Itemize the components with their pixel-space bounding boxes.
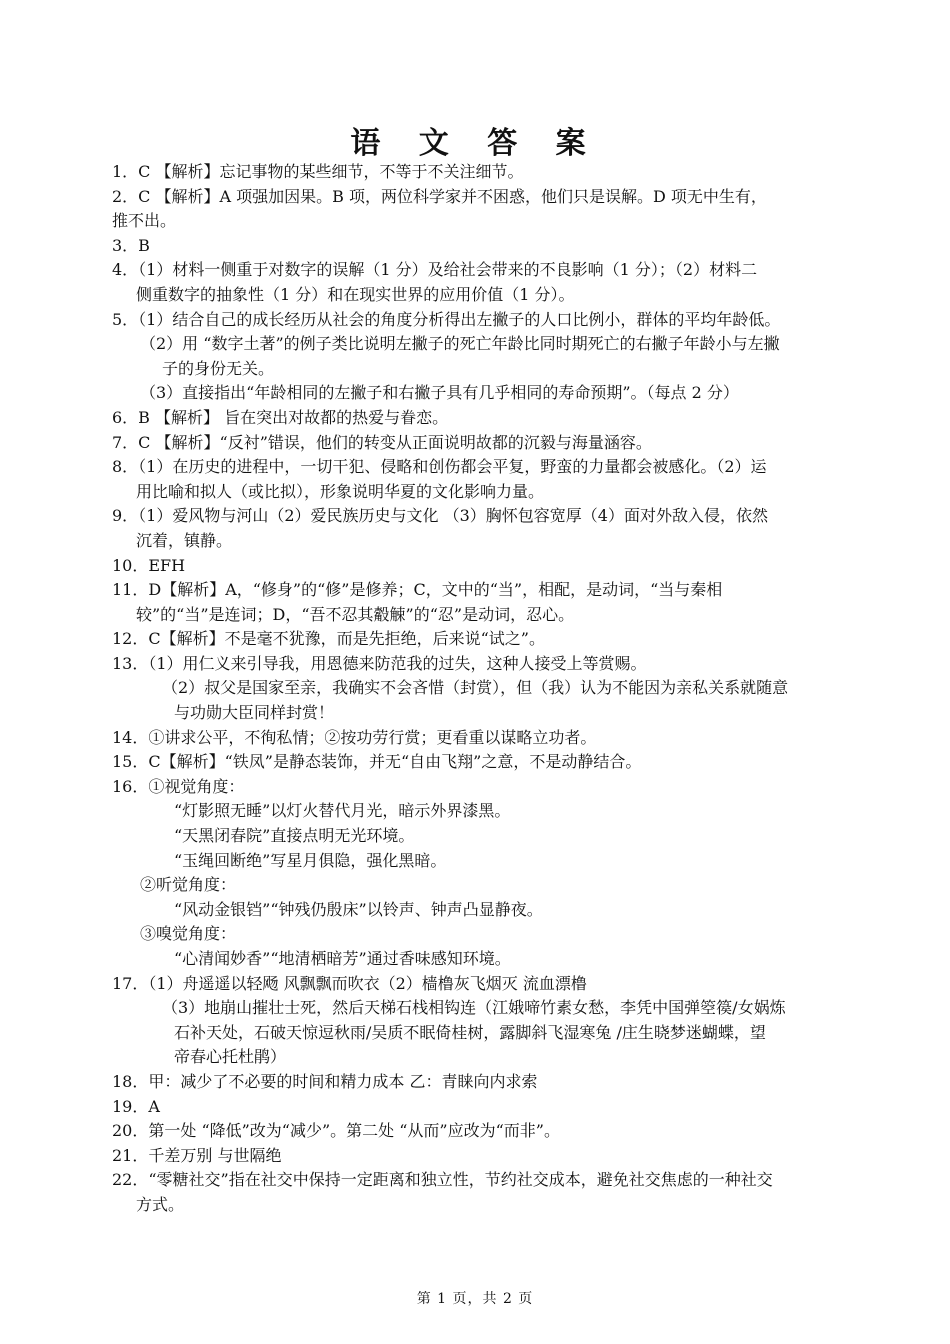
- answer-line: 14．①讲求公平，不徇私情；②按功劳行赏；更看重以谋略立功者。: [112, 727, 597, 747]
- answer-line: 16．①视觉角度：: [112, 776, 245, 796]
- answer-line: “天黑闭春院”直接点明无光环境。: [174, 826, 415, 846]
- page-title: 语 文 答 案: [350, 126, 600, 161]
- answer-line: 21．千差万别 与世隔绝: [112, 1145, 282, 1165]
- answer-line: 10．EFH: [112, 555, 186, 575]
- answer-line: “灯影照无睡”以灯火替代月光，暗示外界漆黑。: [174, 801, 511, 821]
- answer-line: “玉绳回断绝”写星月俱隐，强化黑暗。: [174, 850, 447, 870]
- answer-line: 2．C 【解析】A 项强加因果。B 项，两位科学家并不困惑，他们只是误解。D 项无中生有，: [112, 186, 767, 206]
- answer-line: 15．C【解析】“铁凤”是静态装饰，并无“自由飞翔”之意，不是动静结合。: [112, 752, 642, 772]
- answer-line: “心清闻妙香”“地清栖暗芳”通过香味感知环境。: [174, 949, 511, 968]
- answer-line: 子的身份无关。: [162, 358, 275, 378]
- answer-line: 帝春心托杜鹃）: [174, 1047, 287, 1067]
- answer-line: 12．C【解析】不是毫不犹豫，而是先拒绝，后来说“试之”。: [112, 629, 545, 649]
- answer-line: 9．（1）爱风物与河山（2）爱民族历史与文化 （3）胸怀包容宽厚（4）面对外敌入侵，依然: [112, 506, 768, 526]
- answer-line: 3．B: [112, 235, 150, 255]
- answer-line: 较”的“当”是连词；D，“吾不忍其觳觫”的“忍”是动词，忍心。: [136, 604, 575, 624]
- answer-line: 6．B 【解析】 旨在突出对故都的热爱与眷恋。: [112, 407, 449, 427]
- answer-line: 22．“零糖社交”指在社交中保持一定距离和独立性，节约社交成本，避免社交焦虑的一种社交: [112, 1170, 773, 1190]
- answer-line: 7．C 【解析】“反衬”错误，他们的转变从正面说明故都的沉毅与海量涵容。: [112, 432, 652, 452]
- answer-line: 方式。: [136, 1194, 185, 1214]
- answer-line: 石补天处，石破天惊逗秋雨/吴质不眠倚桂树，露脚斜飞湿寒兔 /庄生晓梦迷蝴蝶，望: [174, 1022, 766, 1042]
- answer-line: 19．A: [112, 1096, 160, 1116]
- answer-line: 沉着，镇静。: [136, 530, 233, 550]
- answer-content: [112, 160, 840, 1218]
- answer-line: 推不出。: [112, 211, 177, 231]
- page-footer: 第 1 页，共 2 页: [416, 1291, 534, 1307]
- answer-line: 1．C 【解析】忘记事物的某些细节，不等于不关注细节。: [112, 162, 524, 181]
- answer-line: 20．第一处 “降低”改为“减少”。第二处 “从而”应改为“而非”。: [112, 1121, 560, 1141]
- answer-line: 18．甲：减少了不必要的时间和精力成本 乙：青睐向内求索: [112, 1071, 538, 1091]
- answer-line: 与功勋大臣同样封赏！: [174, 703, 335, 723]
- answer-line: “风动金银铛”“钟残仍殷床”以铃声、钟声凸显静夜。: [174, 899, 543, 919]
- answer-line: 17．（1）舟遥遥以轻飏 风飘飘而吹衣（2）樯橹灰飞烟灭 流血漂橹: [112, 973, 587, 993]
- answer-line: 4．（1）材料一侧重于对数字的误解（1 分）及给社会带来的不良影响（1 分）；（2）材料二: [112, 260, 758, 280]
- answer-line: ③嗅觉角度：: [140, 924, 237, 944]
- answer-line: （2）用 “数字土著”的例子类比说明左撇子的死亡年龄比同时期死亡的右撇子年龄小与左撇: [140, 334, 780, 354]
- answer-line: 5．（1）结合自己的成长经历从社会的角度分析得出左撇子的人口比例小，群体的平均年龄低。: [112, 309, 781, 329]
- answer-line: 用比喻和拟人（或比拟），形象说明华夏的文化影响力量。: [136, 481, 545, 501]
- answer-line: （2）叔父是国家至亲，我确实不会吝惜（封赏），但（我）认为不能因为亲私关系就随意: [162, 678, 789, 698]
- answer-line: 13．（1）用仁义来引导我，用恩德来防范我的过失，这种人接受上等赏赐。: [112, 653, 647, 673]
- answer-line: 8．（1）在历史的进程中，一切干犯、侵略和创伤都会平复，野蛮的力量都会被感化。（2）运: [112, 457, 767, 477]
- answer-line: 11．D【解析】A，“修身”的“修”是修养；C，文中的“当”，相配，是动词，“当与秦相: [112, 580, 723, 600]
- answer-line: ②听觉角度：: [140, 875, 237, 895]
- answer-line: （3）直接指出“年龄相同的左撇子和右撇子具有几乎相同的寿命预期”。（每点 2 分）: [140, 383, 739, 403]
- answer-line: 侧重数字的抽象性（1 分）和在现实世界的应用价值（1 分）。: [136, 284, 575, 304]
- answer-line: （3）地崩山摧壮士死，然后天梯石栈相钩连（江娥啼竹素女愁，李凭中国弹箜篌/女娲炼: [162, 998, 786, 1018]
